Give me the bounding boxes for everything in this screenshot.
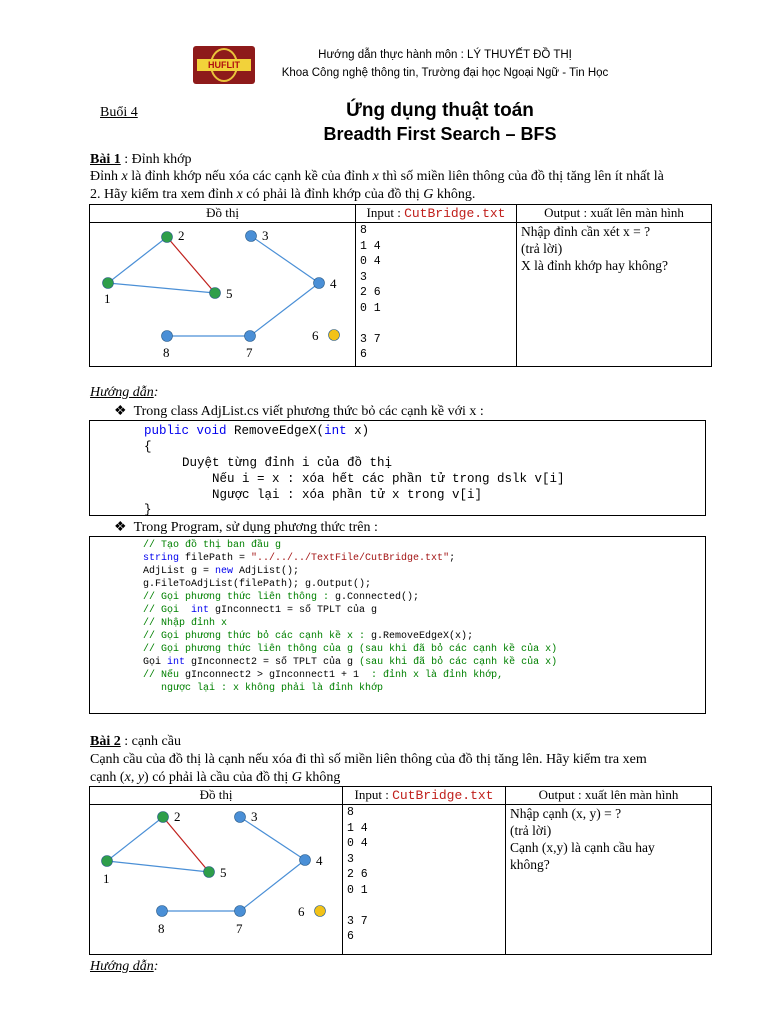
node-8 xyxy=(157,906,168,917)
session-label: Buổi 4 xyxy=(100,105,138,120)
code2-line7: // Nhập đỉnh x xyxy=(143,618,228,629)
node-3 xyxy=(235,812,246,823)
node-label-8: 8 xyxy=(163,345,170,360)
exercise1-desc-line2: 2. Hãy kiểm tra xem đỉnh x có phải là đỉnh khớp của đồ thị G không. xyxy=(90,187,476,202)
guide1-heading: Hướng dẫn: xyxy=(90,385,159,400)
code1-line4: Nếu i = x : xóa hết các phần tử trong dslk v[i] xyxy=(212,472,565,486)
col-output-header: Output : xuất lên màn hình xyxy=(517,205,712,223)
node-6 xyxy=(329,330,340,341)
graph-diagram-1 xyxy=(90,221,352,366)
node-2 xyxy=(158,812,169,823)
output-cell xyxy=(517,223,712,367)
node-label-5: 5 xyxy=(220,865,227,880)
code-block-2 xyxy=(89,536,706,714)
huflit-logo xyxy=(193,46,255,84)
edge-4-7 xyxy=(250,283,319,336)
code1-line6: } xyxy=(144,503,152,517)
header-line1: Hướng dẫn thực hành môn : LÝ THUYẾT ĐỒ THỊ xyxy=(318,49,572,61)
node-label-4: 4 xyxy=(330,276,337,291)
code2-line12: ngược lại : x không phải là đỉnh khớp xyxy=(143,683,384,694)
code1-line3: Duyệt từng đỉnh i của đồ thị xyxy=(182,456,393,470)
guide1-bullet2: ❖ Trong Program, sử dụng phương thức trên : xyxy=(114,520,378,535)
output-line4: không? xyxy=(510,857,550,872)
output-line1: Nhập cạnh (x, y) = ? xyxy=(510,806,622,821)
code2-line5: // Gọi phương thức liên thông : g.Connected(); xyxy=(143,592,420,603)
node-1 xyxy=(102,856,113,867)
col-graph-header: Đồ thị xyxy=(90,787,343,805)
guide2-heading: Hướng dẫn: xyxy=(90,959,159,974)
edge-1-5 xyxy=(107,861,209,872)
node-label-4: 4 xyxy=(316,853,323,868)
edge-1-2 xyxy=(108,237,167,283)
node-label-8: 8 xyxy=(158,921,165,936)
edge-1-2 xyxy=(107,817,163,861)
node-3 xyxy=(246,231,257,242)
node-5 xyxy=(204,867,215,878)
node-6 xyxy=(315,906,326,917)
node-7 xyxy=(235,906,246,917)
node-label-7: 7 xyxy=(246,345,253,360)
code-block-1 xyxy=(89,420,706,516)
node-8 xyxy=(162,331,173,342)
node-label-1: 1 xyxy=(104,291,111,306)
node-1 xyxy=(103,278,114,289)
guide1-bullet1: ❖ Trong class AdjList.cs viết phương thức bỏ các cạnh kề với x : xyxy=(114,404,484,419)
code2-line8: // Gọi phương thức bỏ các cạnh kề x : g.RemoveEdgeX(x); xyxy=(143,631,474,642)
exercise2-desc-line2: cạnh (x, y) có phải là cầu của đồ thị G không xyxy=(90,770,341,785)
code1-line2: { xyxy=(144,440,152,454)
node-2 xyxy=(162,232,173,243)
output-line2: (trả lời) xyxy=(510,823,552,838)
edge-3-4 xyxy=(251,236,319,283)
node-4 xyxy=(314,278,325,289)
exercise2-heading: Bài 2 : cạnh cầu xyxy=(90,734,181,749)
edge-2-5 xyxy=(163,817,209,872)
node-label-2: 2 xyxy=(174,809,181,824)
graph-diagram-2 xyxy=(90,803,340,953)
output-line3: Cạnh (x,y) là cạnh cầu hay xyxy=(510,840,655,855)
node-label-7: 7 xyxy=(236,921,243,936)
output-line3: X là đỉnh khớp hay không? xyxy=(521,258,668,273)
exercise1-heading: Bài 1 : Đỉnh khớp xyxy=(90,152,192,167)
diamond-bullet-icon: ❖ xyxy=(114,404,127,419)
node-4 xyxy=(300,855,311,866)
node-label-3: 3 xyxy=(262,228,269,243)
col-input-header: Input : CutBridge.txt xyxy=(343,787,506,805)
edge-2-5 xyxy=(167,237,215,293)
node-5 xyxy=(210,288,221,299)
code2-line6: // Gọi int gInconnect1 = số TPLT của g xyxy=(143,605,378,616)
edge-4-7 xyxy=(240,860,305,911)
node-label-5: 5 xyxy=(226,286,233,301)
output-line2: (trả lời) xyxy=(521,241,563,256)
node-label-6: 6 xyxy=(298,904,305,919)
col-input-header: Input : CutBridge.txt xyxy=(356,205,517,223)
input-file-content: 8 1 4 0 4 3 2 6 0 1 3 7 6 xyxy=(360,224,381,361)
node-7 xyxy=(245,331,256,342)
input-file-content: 8 1 4 0 4 3 2 6 0 1 3 7 6 xyxy=(347,806,368,943)
node-label-1: 1 xyxy=(103,871,110,886)
output-cell xyxy=(506,805,712,955)
code2-line9: // Gọi phương thức liên thông của g (sau khi đã bỏ các cạnh kề của x) xyxy=(143,644,558,655)
col-graph-header: Đồ thị xyxy=(90,205,356,223)
code2-line10: Gọi int gInconnect2 = số TPLT của g (sau khi đã bỏ các cạnh kề của x) xyxy=(143,657,558,668)
logo-text: HUFLIT xyxy=(197,59,251,71)
input-cell xyxy=(356,223,517,367)
col-output-header: Output : xuất lên màn hình xyxy=(506,787,712,805)
diamond-bullet-icon: ❖ xyxy=(114,520,127,535)
edge-1-5 xyxy=(108,283,215,293)
node-label-3: 3 xyxy=(251,809,258,824)
output-line1: Nhập đỉnh cần xét x = ? xyxy=(521,224,651,239)
code2-line2: string filePath = "../../../TextFile/CutBridge.txt"; xyxy=(143,553,456,564)
code2-line4: g.FileToAdjList(filePath); g.Output(); xyxy=(143,579,372,590)
header-line2: Khoa Công nghệ thông tin, Trường đại học Ngoại Ngữ - Tin Học xyxy=(281,67,609,79)
node-label-2: 2 xyxy=(178,228,185,243)
code1-line1: public void RemoveEdgeX(int x) xyxy=(144,424,370,438)
page-title-line2: Breadth First Search – BFS xyxy=(323,124,557,144)
edge-3-4 xyxy=(240,817,305,860)
input-cell xyxy=(343,805,506,955)
code2-line11: // Nếu gInconnect2 > gInconnect1 + 1 : đỉnh x là đỉnh khớp, xyxy=(143,670,504,681)
exercise2-desc-line1: Cạnh cầu của đồ thị là cạnh nếu xóa đi thì số miền liên thông của đồ thị tăng lên. Hãy kiểm tra xem xyxy=(90,752,647,767)
page-title-line1: Ứng dụng thuật toán xyxy=(346,100,534,121)
code2-line1: // Tạo đồ thị ban đầu g xyxy=(143,540,282,551)
node-label-6: 6 xyxy=(312,328,319,343)
exercise1-desc-line1: Đỉnh x là đỉnh khớp nếu xóa các cạnh kề của đỉnh x thì số miền liên thông của đồ thị tăng lên ít nhất là xyxy=(90,169,664,184)
code1-line5: Ngược lại : xóa phần tử x trong v[i] xyxy=(212,488,483,502)
code2-line3: AdjList g = new AdjList(); xyxy=(143,566,300,577)
